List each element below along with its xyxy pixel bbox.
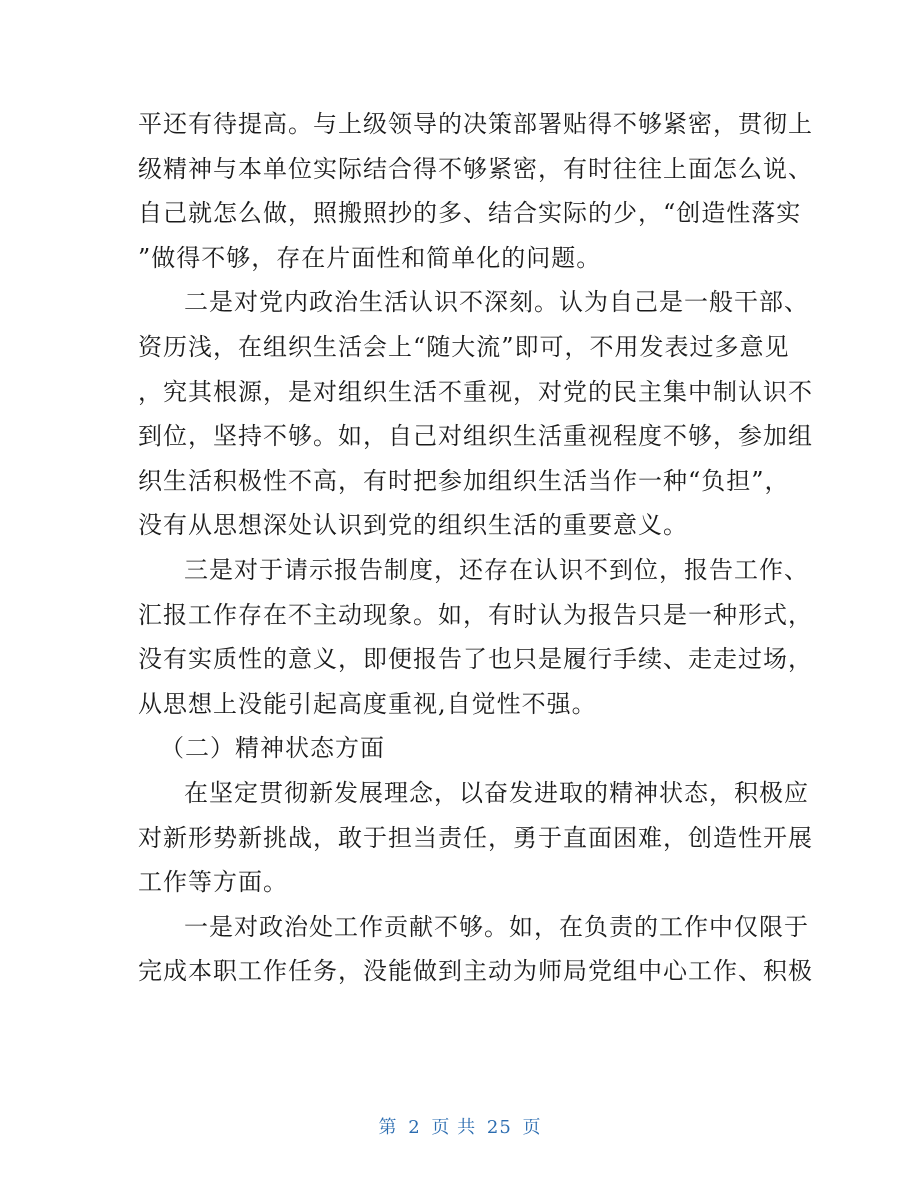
text-line: 到位，坚持不够。如，自己对组织生活重视程度不够，参加组 bbox=[138, 422, 813, 451]
text-line: 三是对于请示报告制度，还存在认识不到位，报告工作、 bbox=[184, 555, 809, 584]
document-body bbox=[138, 102, 813, 994]
footer-total-pages: 25 bbox=[486, 1117, 512, 1138]
text-line: 级精神与本单位实际结合得不够紧密，有时往往上面怎么说、 bbox=[138, 154, 813, 183]
text-line: 自己就怎么做，照搬照抄的多、结合实际的少，“创造性落实 bbox=[138, 199, 802, 228]
text-line: 工作等方面。 bbox=[138, 868, 288, 897]
text-line: 二是对党内政治生活认识不深刻。认为自己是一般干部、 bbox=[184, 288, 809, 317]
text-line: 在坚定贯彻新发展理念，以奋发进取的精神状态，积极应 bbox=[184, 778, 809, 807]
text-line: 平还有待提高。与上级领导的决策部署贴得不够紧密，贯彻上 bbox=[138, 110, 813, 138]
text-line: 完成本职工作任务，没能做到主动为师局党组中心工作、积极 bbox=[138, 957, 813, 986]
text-line: 一是对政治处工作贡献不够。如，在负责的工作中仅限于 bbox=[184, 912, 809, 941]
text-line: ，究其根源，是对组织生活不重视，对党的民主集中制认识不 bbox=[138, 377, 813, 406]
text-line: ”做得不够，存在片面性和简单化的问题。 bbox=[138, 243, 602, 272]
text-line: 没有从思想深处认识到党的组织生活的重要意义。 bbox=[138, 511, 688, 540]
footer-current-page: 2 bbox=[408, 1117, 421, 1138]
text-line: 资历浅，在组织生活会上“随大流”即可，不用发表过多意见 bbox=[138, 332, 790, 361]
footer-middle: 页 共 bbox=[431, 1117, 477, 1138]
text-line: 汇报工作存在不主动现象。如，有时认为报告只是一种形式， bbox=[138, 600, 813, 629]
section-heading: （二）精神状态方面 bbox=[160, 734, 385, 763]
footer-prefix: 第 bbox=[378, 1117, 398, 1138]
text-line: 没有实质性的意义，即便报告了也只是履行手续、走走过场， bbox=[138, 645, 813, 674]
text-line: 对新形势新挑战，敢于担当责任，勇于直面困难，创造性开展 bbox=[138, 823, 813, 852]
text-line: 从思想上没能引起高度重视,自觉性不强。 bbox=[138, 689, 597, 718]
page-footer bbox=[0, 1113, 920, 1139]
footer-suffix: 页 bbox=[522, 1117, 542, 1138]
text-line: 织生活积极性不高，有时把参加组织生活当作一种“负担”， bbox=[138, 466, 790, 495]
